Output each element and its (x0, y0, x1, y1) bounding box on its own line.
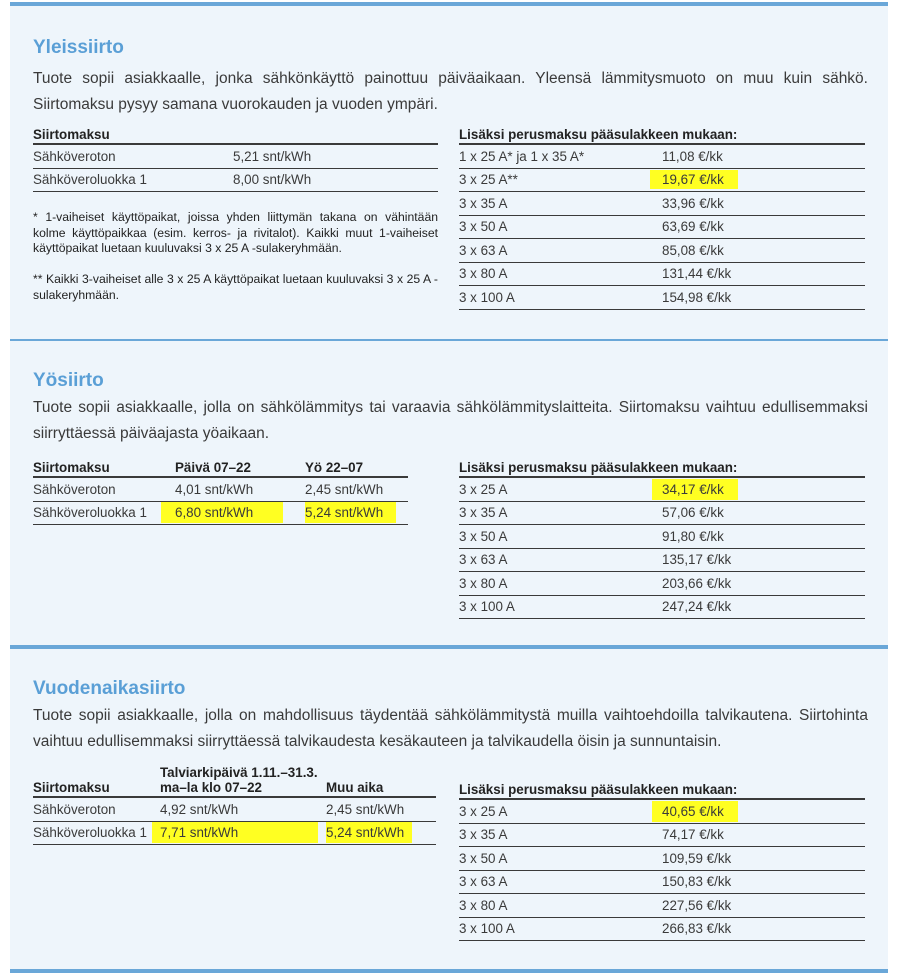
column-header: Päivä 07–22 (175, 457, 305, 477)
winter-rate: 7,71 snt/kWh (152, 822, 318, 843)
fuse-size: 3 x 25 A (459, 477, 662, 501)
base-fee: 85,08 €/kk (662, 239, 865, 263)
fuse-size: 3 x 50 A (459, 215, 662, 239)
table-row (33, 501, 408, 525)
base-fee: 154,98 €/kk (662, 286, 865, 310)
table-row (459, 144, 865, 168)
column-header: Siirtomaksu (33, 124, 233, 144)
base-fee: 74,17 €/kk (662, 823, 865, 847)
row-label: Sähköveroton (33, 144, 233, 168)
row-label: Sähköveroluokka 1 (33, 168, 233, 192)
row-label: Sähköveroluokka 1 (33, 501, 175, 525)
row-label: Sähköveroluokka 1 (33, 821, 160, 845)
row-value: 5,21 snt/kWh (233, 144, 438, 168)
night-rate: 5,24 snt/kWh (305, 502, 396, 523)
table-row (459, 572, 865, 596)
table-row (459, 525, 865, 549)
table-row (459, 215, 865, 239)
base-fee: 57,06 €/kk (662, 501, 865, 525)
section-description: Tuote sopii asiakkaalle, jolla on sähkölämmitys tai varaavia sähkölämmityslaitteita. Siirtomaksu vaihtuu edullisemmaksi siirryttäessä päiväajasta yöaikaan. (33, 399, 868, 442)
fuse-size: 3 x 100 A (459, 595, 662, 619)
other-rate: 5,24 snt/kWh (326, 822, 412, 843)
footnote: ** Kaikki 3-vaiheiset alle 3 x 25 A käyttöpaikat luetaan kuuluvaksi 3 x 25 A -sulakeryhmään. (33, 272, 438, 302)
transfer-fee-table (33, 765, 436, 845)
base-fee-table (459, 124, 865, 310)
table-row (459, 501, 865, 525)
fuse-size: 3 x 35 A (459, 823, 662, 847)
row-label: Sähköveroton (33, 797, 160, 821)
base-fee: 135,17 €/kk (662, 548, 865, 572)
base-fee: 203,66 €/kk (662, 572, 865, 596)
base-fee: 33,96 €/kk (662, 192, 865, 216)
base-fee: 19,67 €/kk (650, 170, 738, 189)
column-header: Siirtomaksu (33, 765, 160, 797)
table-row (459, 239, 865, 263)
table-row (459, 595, 865, 619)
fuse-size: 3 x 100 A (459, 286, 662, 310)
base-fee-table (459, 779, 865, 941)
fuse-size: 3 x 100 A (459, 917, 662, 941)
table-row (459, 823, 865, 847)
column-header: Lisäksi perusmaksu pääsulakkeen mukaan: (459, 457, 865, 477)
column-header: Muu aika (326, 765, 436, 797)
base-fee: 150,83 €/kk (662, 870, 865, 894)
day-rate: 4,01 snt/kWh (175, 477, 305, 501)
table-row (459, 286, 865, 310)
base-fee: 109,59 €/kk (662, 847, 865, 871)
fuse-size: 3 x 50 A (459, 525, 662, 549)
fuse-size: 3 x 63 A (459, 870, 662, 894)
fuse-size: 1 x 25 A* ja 1 x 35 A* (459, 144, 662, 168)
night-rate: 2,45 snt/kWh (305, 477, 408, 501)
table-row (459, 168, 865, 192)
section-title: Vuodenaikasiirto (33, 678, 186, 699)
section-title: Yösiirto (33, 370, 104, 391)
table-row (459, 477, 865, 501)
column-header (160, 765, 326, 797)
transfer-fee-table (33, 124, 438, 192)
base-fee: 131,44 €/kk (662, 262, 865, 286)
fuse-size: 3 x 80 A (459, 262, 662, 286)
table-row (33, 477, 408, 501)
day-rate: 6,80 snt/kWh (161, 502, 283, 523)
table-row (33, 168, 438, 192)
fuse-size: 3 x 25 A (459, 799, 662, 823)
fuse-size: 3 x 63 A (459, 548, 662, 572)
table-row (33, 144, 438, 168)
base-fee: 227,56 €/kk (662, 894, 865, 918)
fuse-size: 3 x 50 A (459, 847, 662, 871)
fuse-size: 3 x 35 A (459, 501, 662, 525)
base-fee: 34,17 €/kk (652, 479, 738, 500)
section-description: Tuote sopii asiakkaalle, jolla on mahdollisuus täydentää sähkölämmitystä muilla vaihtoehdoilla talvikautena. Siirtohinta vaihtuu edullisemmaksi siirryttäessä talvikaudesta kesäkauteen ja talvikaudella öisin ja sunnuntaisin. (33, 707, 868, 750)
section-yosiirto (10, 341, 888, 649)
column-header: Lisäksi perusmaksu pääsulakkeen mukaan: (459, 124, 865, 144)
base-fee: 91,80 €/kk (662, 525, 865, 549)
section-description: Tuote sopii asiakkaalle, jonka sähkönkäyttö painottuu päiväaikaan. Yleensä lämmitysmuoto on muu kuin sähkö. Siirtomaksu pysyy samana vuorokauden ja vuoden ympäri. (33, 70, 868, 113)
fuse-size: 3 x 80 A (459, 572, 662, 596)
table-row (459, 262, 865, 286)
base-fee: 266,83 €/kk (662, 917, 865, 941)
table-row (459, 917, 865, 941)
table-row (459, 192, 865, 216)
column-header (233, 124, 438, 144)
row-label: Sähköveroton (33, 477, 175, 501)
table-row (459, 894, 865, 918)
section-title: Yleissiirto (33, 37, 124, 58)
fuse-size: 3 x 80 A (459, 894, 662, 918)
transfer-fee-table (33, 457, 408, 525)
table-row (459, 548, 865, 572)
table-row (459, 870, 865, 894)
base-fee-table (459, 457, 865, 619)
column-header: Yö 22–07 (305, 457, 408, 477)
table-row (33, 797, 436, 821)
row-value: 8,00 snt/kWh (233, 168, 438, 192)
other-rate: 2,45 snt/kWh (326, 797, 436, 821)
winter-header-line: ma–la klo 07–22 (160, 780, 262, 795)
winter-rate: 4,92 snt/kWh (160, 797, 326, 821)
section-yleissiirto (10, 2, 888, 343)
base-fee: 63,69 €/kk (662, 215, 865, 239)
column-header: Lisäksi perusmaksu pääsulakkeen mukaan: (459, 779, 865, 799)
base-fee: 40,65 €/kk (652, 801, 738, 822)
fuse-size: 3 x 35 A (459, 192, 662, 216)
footnote: * 1-vaiheiset käyttöpaikat, joissa yhden liittymän takana on vähintään kolme käyttöpaikkaa (esim. kerros- ja rivitalot). Kaikki muut 1-vaiheiset käyttöpaikat luetaan kuuluvaksi 3 x 25 A -sulakeryhmään. (33, 210, 438, 255)
section-vuodenaikasiirto (10, 649, 888, 973)
table-row (459, 847, 865, 871)
base-fee: 11,08 €/kk (662, 144, 865, 168)
fuse-size: 3 x 25 A** (459, 168, 662, 192)
base-fee: 247,24 €/kk (662, 595, 865, 619)
table-row (33, 821, 436, 845)
table-row (459, 799, 865, 823)
winter-header-line: Talviarkipäivä 1.11.–31.3. (160, 765, 318, 780)
fuse-size: 3 x 63 A (459, 239, 662, 263)
column-header: Siirtomaksu (33, 457, 175, 477)
